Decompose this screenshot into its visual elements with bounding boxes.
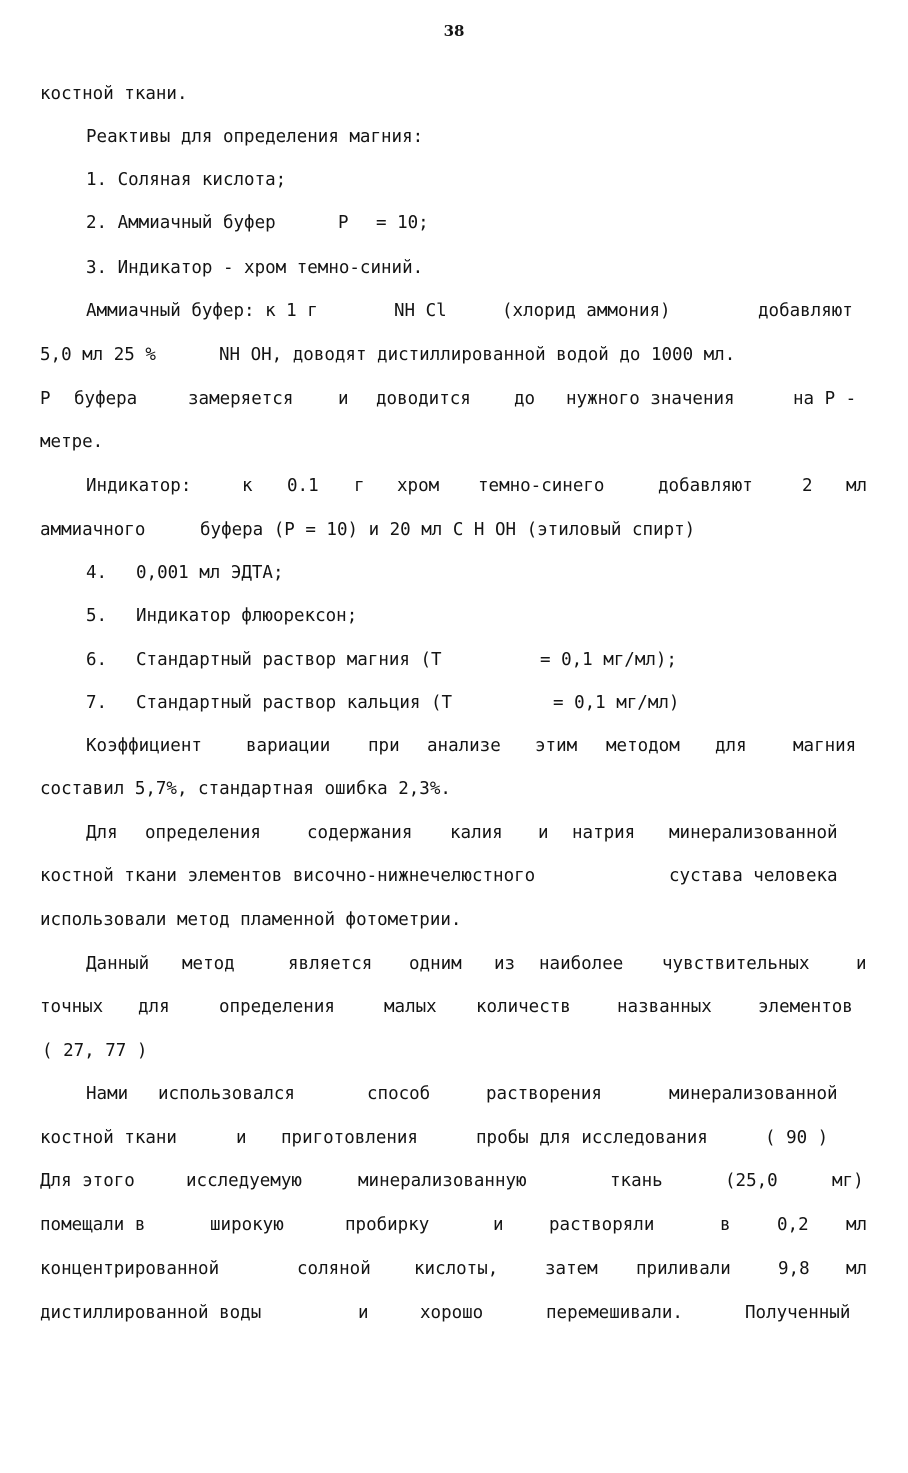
page-number: 38	[443, 22, 465, 40]
text-line	[0, 168, 908, 192]
text-segment: методом	[606, 736, 680, 756]
text-segment: темно-синего	[478, 476, 605, 496]
text-segment: = 0,1 мг/мл)	[553, 693, 680, 713]
text-segment: Реактивы для определения магния:	[86, 127, 424, 147]
text-segment: Индикатор:	[86, 476, 192, 496]
text-segment: (25,0	[725, 1171, 778, 1191]
text-line	[0, 734, 908, 758]
text-segment: Данный	[86, 954, 150, 974]
text-segment: минерализованной	[669, 1084, 838, 1104]
text-segment: широкую	[210, 1215, 284, 1235]
text-segment: до	[514, 389, 536, 409]
text-segment: Для этого	[40, 1171, 135, 1191]
text-segment: Аммиачный буфер: к 1 г	[86, 301, 318, 321]
text-segment: вариации	[246, 736, 331, 756]
text-line	[0, 518, 908, 542]
text-segment: ( 90 )	[765, 1128, 829, 1148]
text-segment: 5,0 мл 25 %	[40, 345, 156, 365]
text-segment: 9,8	[778, 1259, 810, 1279]
text-segment: аммиачного	[40, 520, 146, 540]
text-segment: хорошо	[420, 1303, 484, 1323]
text-segment: мл	[846, 476, 868, 496]
text-line	[0, 821, 908, 845]
text-segment: является	[288, 954, 373, 974]
text-segment: анализе	[427, 736, 501, 756]
text-segment: 0.1	[287, 476, 319, 496]
text-segment: приливали	[636, 1259, 731, 1279]
text-segment: нужного значения	[566, 389, 735, 409]
text-segment: г	[354, 476, 365, 496]
text-segment: к	[242, 476, 253, 496]
text-segment: способ	[367, 1084, 431, 1104]
text-segment: затем	[545, 1259, 598, 1279]
text-segment: доводится	[376, 389, 471, 409]
text-segment: и	[856, 954, 867, 974]
text-segment: и	[358, 1303, 369, 1323]
text-segment: костной ткани.	[40, 84, 188, 104]
text-segment: элементов	[758, 997, 853, 1017]
text-line	[0, 1126, 908, 1150]
text-line	[0, 952, 908, 976]
text-segment: в	[720, 1215, 731, 1235]
text-line	[0, 995, 908, 1019]
text-segment: буфера	[74, 389, 138, 409]
text-line	[0, 125, 908, 149]
text-segment: растворения	[486, 1084, 602, 1104]
text-segment: одним	[409, 954, 462, 974]
text-segment: костной ткани	[40, 1128, 177, 1148]
text-segment: = 0,1 мг/мл);	[540, 650, 677, 670]
text-line	[0, 299, 908, 323]
text-segment: этим	[535, 736, 578, 756]
text-segment: Стандартный раствор магния (T	[136, 650, 442, 670]
text-segment: NH OH, доводят дистиллированной водой до 1000 мл.	[219, 345, 736, 365]
text-segment: из	[494, 954, 516, 974]
text-segment: соляной	[297, 1259, 371, 1279]
text-segment: перемешивали.	[546, 1303, 683, 1323]
text-segment: пробирку	[345, 1215, 430, 1235]
text-segment: и	[538, 823, 549, 843]
text-segment: Полученный	[745, 1303, 851, 1323]
text-line	[0, 430, 908, 454]
text-segment: добавляют	[758, 301, 853, 321]
text-segment: 4.	[86, 563, 108, 583]
text-segment: мл	[846, 1215, 868, 1235]
text-segment: натрия	[572, 823, 636, 843]
text-segment: 3. Индикатор - хром темно-синий.	[86, 258, 424, 278]
text-segment: наиболее	[539, 954, 624, 974]
text-segment: 2	[802, 476, 813, 496]
text-line	[0, 1082, 908, 1106]
text-segment: замеряется	[188, 389, 294, 409]
text-segment: Коэффициент	[86, 736, 202, 756]
text-segment: = 10;	[376, 213, 429, 233]
text-line	[0, 211, 908, 235]
text-segment: дистиллированной воды	[40, 1303, 262, 1323]
text-segment: для	[138, 997, 170, 1017]
text-segment: 0,2	[777, 1215, 809, 1235]
text-segment: 5.	[86, 606, 108, 626]
text-segment: растворяли	[549, 1215, 655, 1235]
text-line	[0, 474, 908, 498]
text-line	[0, 604, 908, 628]
text-line	[0, 256, 908, 280]
text-segment: P	[40, 389, 51, 409]
text-segment: Нами	[86, 1084, 129, 1104]
text-line	[0, 648, 908, 672]
text-segment: 7.	[86, 693, 108, 713]
text-segment: 2. Аммиачный буфер	[86, 213, 276, 233]
text-line	[0, 561, 908, 585]
text-segment: количеств	[476, 997, 571, 1017]
text-segment: исследуемую	[186, 1171, 302, 1191]
text-segment: Стандартный раствор кальция (T	[136, 693, 453, 713]
text-segment: сустава человека	[669, 866, 838, 886]
text-line	[0, 343, 908, 367]
text-segment: 6.	[86, 650, 108, 670]
text-segment: и	[493, 1215, 504, 1235]
text-segment: концентрированной	[40, 1259, 220, 1279]
text-segment: использовали метод пламенной фотометрии.	[40, 910, 462, 930]
text-segment: пробы для исследования	[476, 1128, 708, 1148]
text-segment: 1. Соляная кислота;	[86, 170, 287, 190]
text-line	[0, 82, 908, 106]
text-segment: мг)	[832, 1171, 864, 1191]
text-line	[0, 1301, 908, 1325]
text-segment: добавляют	[658, 476, 753, 496]
text-segment: NH Cl	[394, 301, 447, 321]
text-segment: (хлорид аммония)	[502, 301, 671, 321]
text-segment: минерализованной	[669, 823, 838, 843]
text-segment: помещали в	[40, 1215, 146, 1235]
text-segment: костной ткани элементов височно-нижнечелюстного	[40, 866, 536, 886]
text-line	[0, 777, 908, 801]
text-segment: буфера (P = 10) и 20 мл C H OH (этиловый спирт)	[200, 520, 696, 540]
text-line	[0, 1039, 908, 1063]
text-line	[0, 1169, 908, 1193]
text-segment: Индикатор флюорексон;	[136, 606, 358, 626]
text-segment: малых	[384, 997, 437, 1017]
text-segment: кислоты,	[414, 1259, 499, 1279]
text-line	[0, 691, 908, 715]
text-segment: хром	[397, 476, 440, 496]
text-segment: ткань	[610, 1171, 663, 1191]
text-segment: определения	[219, 997, 335, 1017]
text-line	[0, 1213, 908, 1237]
text-segment: составил 5,7%, стандартная ошибка 2,3%.	[40, 779, 451, 799]
text-segment: точных	[40, 997, 104, 1017]
text-segment: определения	[145, 823, 261, 843]
text-segment: магния	[793, 736, 857, 756]
text-segment: P	[338, 213, 349, 233]
text-segment: минерализованную	[358, 1171, 527, 1191]
text-segment: калия	[450, 823, 503, 843]
text-segment: для	[715, 736, 747, 756]
text-segment: 0,001 мл ЭДТА;	[136, 563, 284, 583]
text-segment: мл	[846, 1259, 868, 1279]
text-segment: чувствительных	[662, 954, 810, 974]
text-line	[0, 387, 908, 411]
text-line	[0, 1257, 908, 1281]
text-line	[0, 864, 908, 888]
text-segment: метод	[182, 954, 235, 974]
text-segment: приготовления	[281, 1128, 418, 1148]
text-segment: Для	[86, 823, 118, 843]
text-segment: названных	[617, 997, 712, 1017]
text-segment: на P -	[793, 389, 857, 409]
text-segment: ( 27, 77 )	[42, 1041, 148, 1061]
text-segment: метре.	[40, 432, 104, 452]
text-segment: и	[338, 389, 349, 409]
text-line	[0, 908, 908, 932]
text-segment: содержания	[307, 823, 413, 843]
text-segment: использовался	[158, 1084, 295, 1104]
text-segment: при	[368, 736, 400, 756]
text-segment: и	[236, 1128, 247, 1148]
